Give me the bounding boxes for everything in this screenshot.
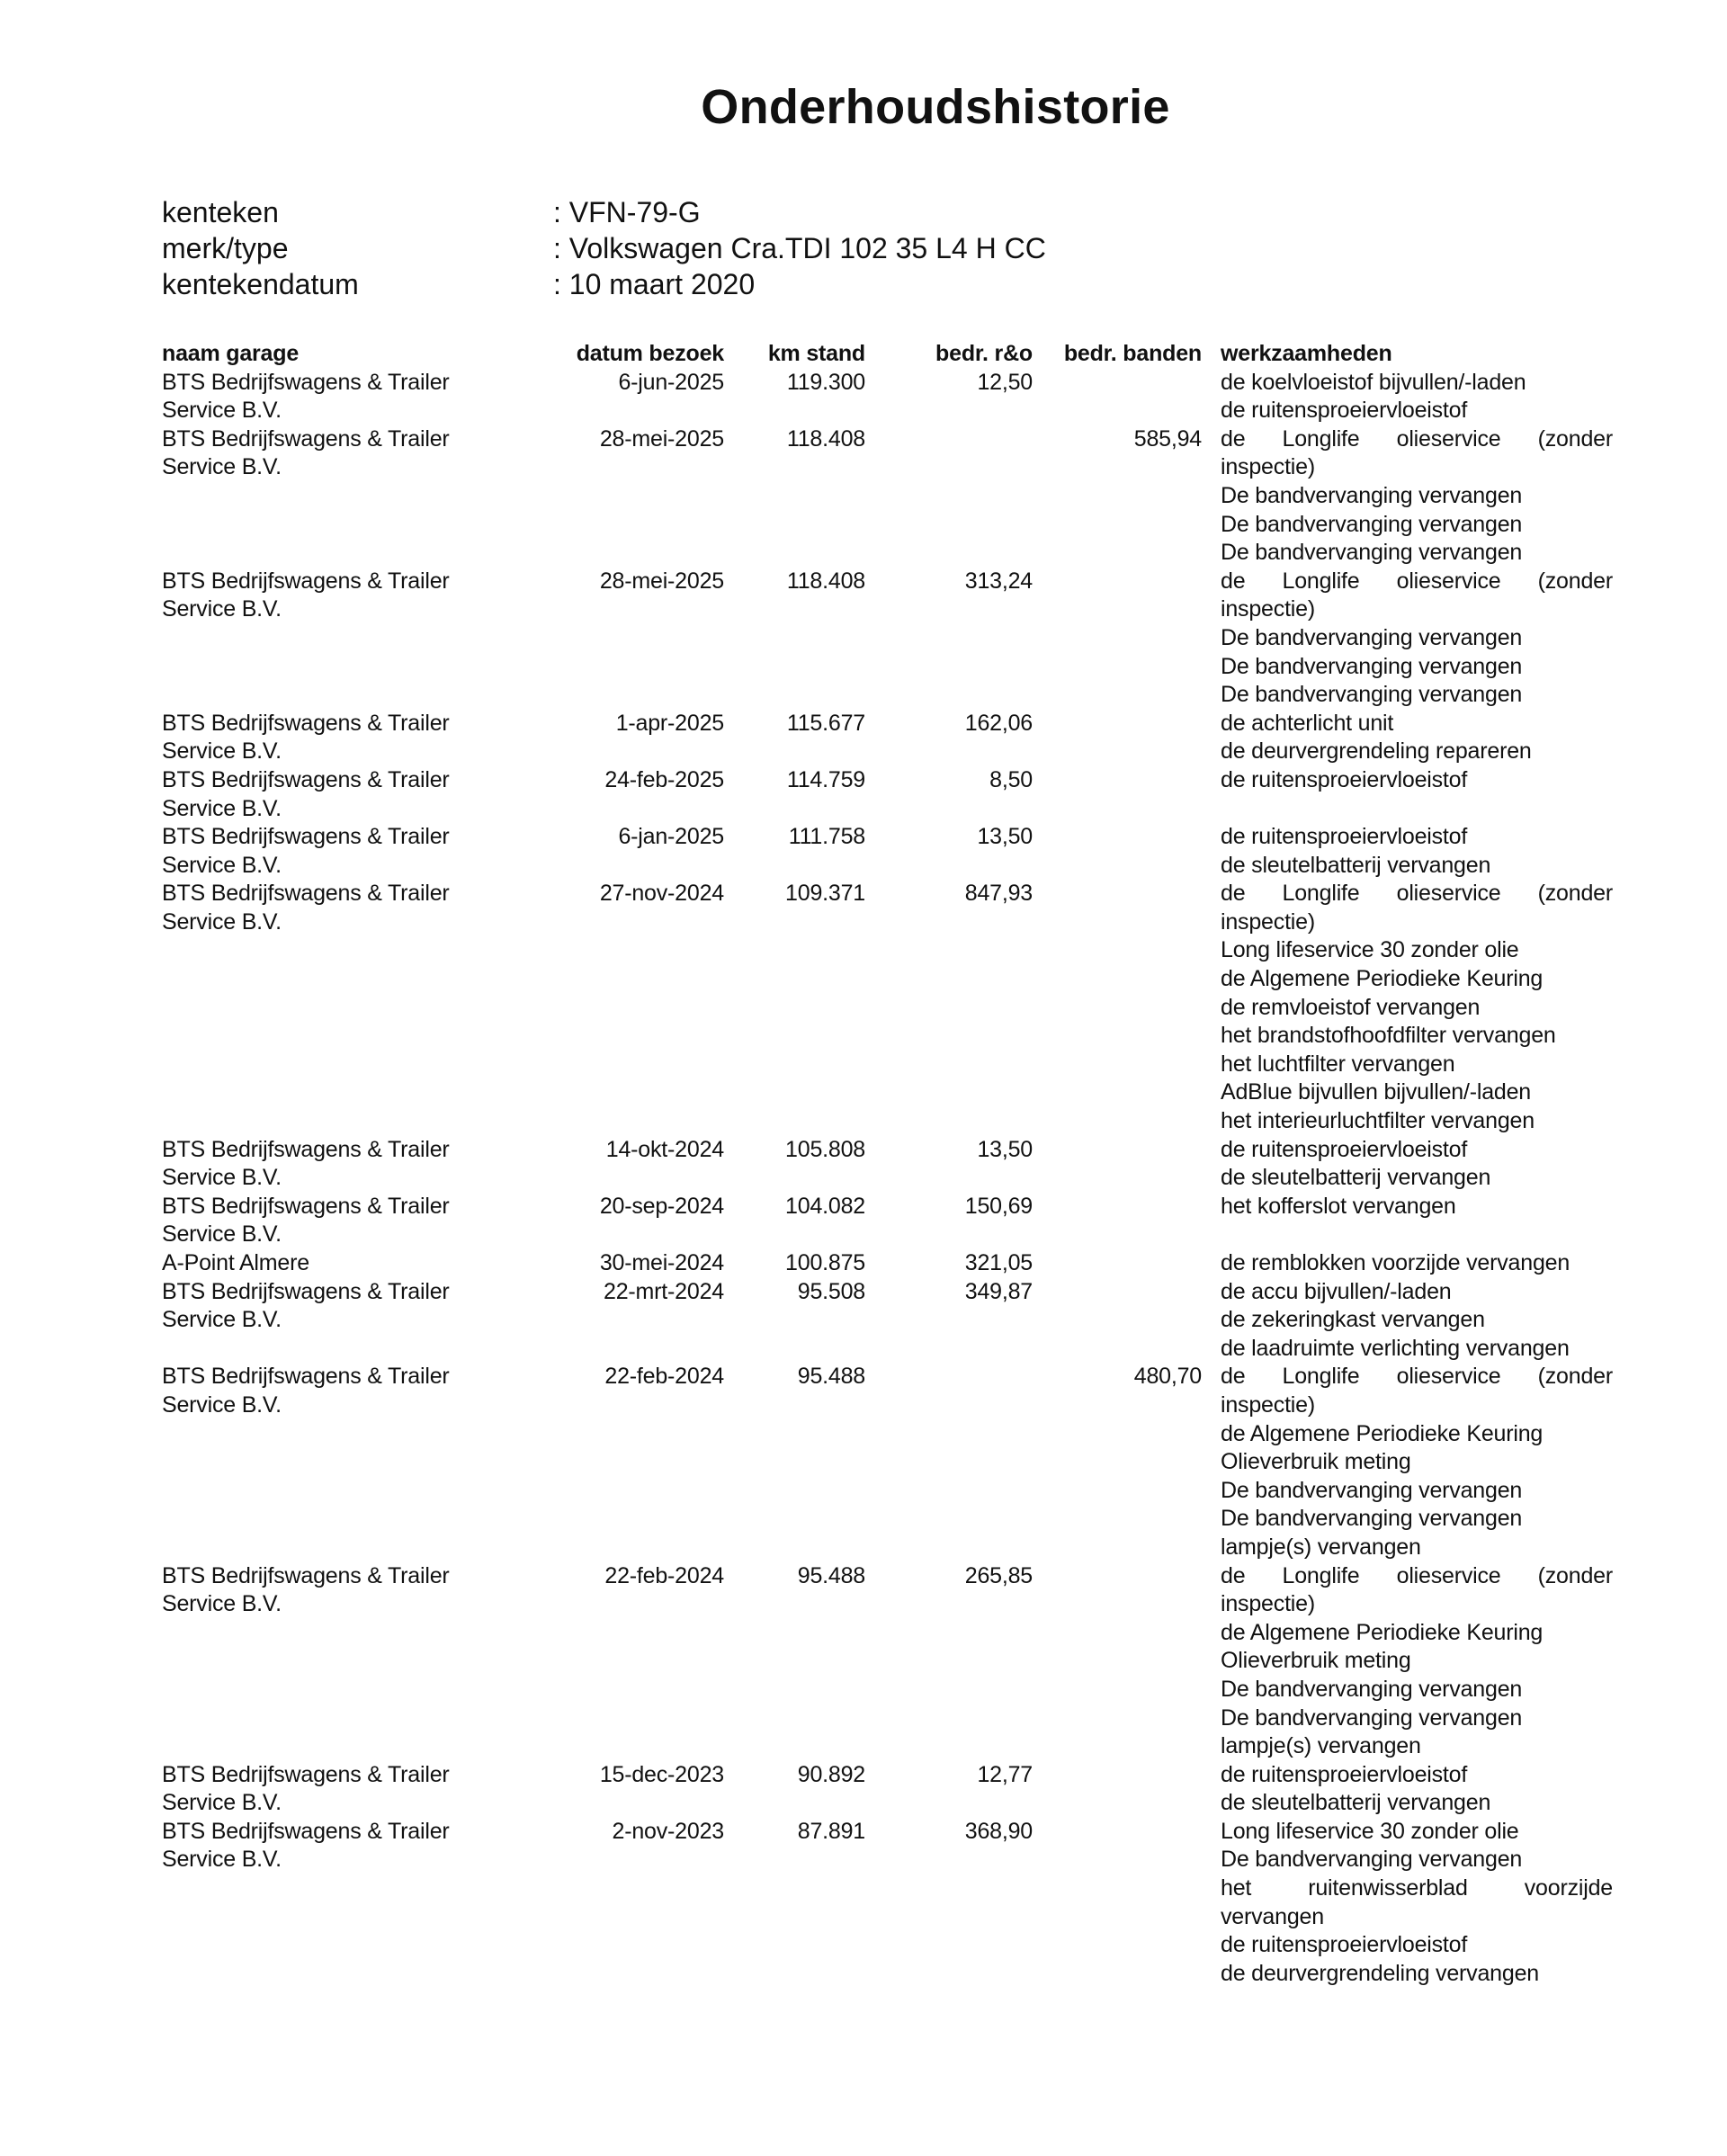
cell-work xyxy=(1202,1193,1613,1221)
table-row xyxy=(162,880,1619,1135)
cell-km: 111.758 xyxy=(788,824,865,850)
cell-garage: BTS Bedrijfswagens & Trailer Service B.V. xyxy=(162,824,450,878)
work-item: De bandvervanging vervangen xyxy=(1221,624,1523,650)
cell-work xyxy=(1202,1136,1613,1193)
maintenance-table xyxy=(162,340,1619,1988)
work-item: De bandvervanging vervangen xyxy=(1221,482,1523,508)
cell-work xyxy=(1202,1761,1613,1818)
cell-date: 6-jan-2025 xyxy=(618,824,724,850)
work-item: De bandvervanging vervangen xyxy=(1221,511,1523,537)
header-banden: bedr. banden xyxy=(1063,341,1202,366)
work-item: de ruitensproeiervloeistof xyxy=(1221,824,1468,850)
cell-ro-amount: 12,50 xyxy=(977,369,1033,395)
header-km: km stand xyxy=(767,341,865,366)
cell-garage: BTS Bedrijfswagens & Trailer Service B.V. xyxy=(162,1562,450,1617)
work-item: De bandvervanging vervangen xyxy=(1221,1477,1523,1503)
work-item: Long lifeservice 30 zonder olie xyxy=(1221,937,1519,963)
work-item: Long lifeservice 30 zonder olie xyxy=(1221,1818,1519,1844)
cell-date: 22-feb-2024 xyxy=(604,1562,724,1588)
field-value: : VFN-79-G xyxy=(553,196,701,228)
cell-garage: BTS Bedrijfswagens & Trailer Service B.V. xyxy=(162,881,450,935)
page-title: Onderhoudshistorie xyxy=(701,80,1170,134)
cell-garage: BTS Bedrijfswagens & Trailer Service B.V. xyxy=(162,766,450,821)
table-row xyxy=(162,568,1619,710)
work-item: de Longlife olieservice (zonder inspectie) xyxy=(1221,881,1613,935)
work-item: de ruitensproeiervloeistof xyxy=(1221,398,1468,424)
work-item: de Algemene Periodieke Keuring xyxy=(1221,1619,1544,1645)
work-item: de Algemene Periodieke Keuring xyxy=(1221,966,1544,992)
work-item: lampje(s) vervangen xyxy=(1221,1534,1421,1560)
work-item: De bandvervanging vervangen xyxy=(1221,653,1523,679)
cell-km: 109.371 xyxy=(785,881,865,907)
cell-ro-amount: 150,69 xyxy=(964,1193,1033,1219)
work-item: De bandvervanging vervangen xyxy=(1221,1847,1523,1873)
work-item: de Longlife olieservice (zonder inspectie) xyxy=(1221,568,1613,622)
work-item: de laadruimte verlichting vervangen xyxy=(1221,1335,1570,1361)
work-item: de ruitensproeiervloeistof xyxy=(1221,1136,1468,1162)
work-item: lampje(s) vervangen xyxy=(1221,1733,1421,1759)
table-row xyxy=(162,1363,1619,1561)
work-item: de Algemene Periodieke Keuring xyxy=(1221,1420,1544,1446)
cell-date: 6-jun-2025 xyxy=(618,369,724,395)
table-row xyxy=(162,1761,1619,1818)
cell-work xyxy=(1202,710,1613,766)
cell-tyre-amount: 585,94 xyxy=(1133,425,1202,452)
cell-work xyxy=(1202,766,1613,795)
header-work: werkzaamheden xyxy=(1221,341,1392,366)
work-item: de remblokken voorzijde vervangen xyxy=(1221,1250,1570,1275)
work-item: de sleutelbatterij vervangen xyxy=(1221,852,1491,878)
cell-garage: BTS Bedrijfswagens & Trailer Service B.V. xyxy=(162,1818,450,1873)
cell-date: 30-mei-2024 xyxy=(599,1250,724,1275)
work-item: de deurvergrendeling vervangen xyxy=(1221,1960,1539,1986)
cell-date: 28-mei-2025 xyxy=(599,425,724,452)
work-item: het interieurluchtfilter vervangen xyxy=(1221,1108,1535,1134)
vehicle-field-kentekendatum xyxy=(162,266,1046,302)
cell-garage: BTS Bedrijfswagens & Trailer Service B.V. xyxy=(162,1193,450,1248)
header-garage: naam garage xyxy=(162,341,300,366)
work-item: De bandvervanging vervangen xyxy=(1221,1676,1523,1702)
cell-date: 20-sep-2024 xyxy=(599,1193,724,1219)
work-item: het ruitenwisserblad voorzijde vervangen xyxy=(1221,1875,1613,1929)
cell-km: 105.808 xyxy=(785,1136,865,1162)
table-row xyxy=(162,1193,1619,1249)
cell-date: 27-nov-2024 xyxy=(599,881,724,907)
field-label: merk/type xyxy=(162,232,289,264)
cell-work xyxy=(1202,1249,1613,1278)
cell-work xyxy=(1202,425,1613,568)
work-item: de ruitensproeiervloeistof xyxy=(1221,1932,1468,1958)
cell-ro-amount: 368,90 xyxy=(964,1818,1033,1844)
cell-garage: BTS Bedrijfswagens & Trailer Service B.V. xyxy=(162,1278,450,1333)
work-item: het kofferslot vervangen xyxy=(1221,1193,1456,1219)
cell-garage: BTS Bedrijfswagens & Trailer Service B.V. xyxy=(162,1761,450,1816)
cell-garage: BTS Bedrijfswagens & Trailer Service B.V. xyxy=(162,710,450,765)
work-item: de zekeringkast vervangen xyxy=(1221,1307,1485,1333)
work-item: de sleutelbatterij vervangen xyxy=(1221,1165,1491,1191)
cell-date: 2-nov-2023 xyxy=(612,1818,724,1844)
cell-ro-amount: 13,50 xyxy=(977,1136,1033,1162)
cell-km: 87.891 xyxy=(797,1818,865,1844)
cell-ro-amount: 265,85 xyxy=(964,1562,1033,1588)
work-item: de koelvloeistof bijvullen/-laden xyxy=(1221,369,1526,395)
cell-date: 22-feb-2024 xyxy=(604,1364,724,1390)
work-item: de Longlife olieservice (zonder inspectie) xyxy=(1221,1364,1613,1418)
cell-km: 100.875 xyxy=(785,1250,865,1275)
cell-ro-amount: 12,77 xyxy=(977,1761,1033,1787)
field-value: : 10 maart 2020 xyxy=(553,268,756,300)
table-row xyxy=(162,823,1619,880)
work-item: De bandvervanging vervangen xyxy=(1221,1506,1523,1532)
cell-ro-amount: 13,50 xyxy=(977,824,1033,850)
cell-work xyxy=(1202,823,1613,880)
field-value: : Volkswagen Cra.TDI 102 35 L4 H CC xyxy=(553,232,1046,264)
cell-garage: BTS Bedrijfswagens & Trailer Service B.V. xyxy=(162,369,450,424)
work-item: Olieverbruik meting xyxy=(1221,1449,1411,1475)
cell-date: 14-okt-2024 xyxy=(605,1136,724,1162)
work-item: De bandvervanging vervangen xyxy=(1221,540,1523,566)
vehicle-field-merk-type xyxy=(162,230,1046,266)
work-item: de achterlicht unit xyxy=(1221,710,1394,736)
cell-work xyxy=(1202,568,1613,710)
cell-garage: BTS Bedrijfswagens & Trailer Service B.V. xyxy=(162,568,450,622)
cell-garage: BTS Bedrijfswagens & Trailer Service B.V. xyxy=(162,425,450,480)
work-item: De bandvervanging vervangen xyxy=(1221,682,1523,708)
cell-garage: A-Point Almere xyxy=(162,1250,309,1275)
cell-date: 22-mrt-2024 xyxy=(604,1278,724,1304)
work-item: het luchtfilter vervangen xyxy=(1221,1051,1455,1077)
table-header xyxy=(162,340,1619,369)
table-body xyxy=(162,369,1619,1989)
cell-km: 115.677 xyxy=(786,710,865,736)
cell-km: 95.488 xyxy=(797,1562,865,1588)
work-item: het brandstofhoofdfilter vervangen xyxy=(1221,1023,1556,1049)
cell-work xyxy=(1202,1363,1613,1561)
cell-km: 119.300 xyxy=(786,369,865,395)
cell-km: 118.408 xyxy=(786,425,865,452)
table-row xyxy=(162,369,1619,425)
cell-km: 114.759 xyxy=(786,766,865,792)
work-item: AdBlue bijvullen bijvullen/-laden xyxy=(1221,1079,1532,1105)
header-date: datum bezoek xyxy=(576,341,724,366)
cell-km: 118.408 xyxy=(786,568,865,594)
work-item: Olieverbruik meting xyxy=(1221,1648,1411,1674)
cell-date: 1-apr-2025 xyxy=(615,710,724,736)
table-row xyxy=(162,766,1619,823)
cell-km: 95.508 xyxy=(797,1278,865,1304)
cell-work xyxy=(1202,1278,1613,1364)
cell-ro-amount: 313,24 xyxy=(964,568,1033,594)
cell-ro-amount: 162,06 xyxy=(964,710,1033,736)
table-row xyxy=(162,1249,1619,1278)
work-item: de ruitensproeiervloeistof xyxy=(1221,766,1468,792)
work-item: de remvloeistof vervangen xyxy=(1221,994,1481,1020)
work-item: de Longlife olieservice (zonder inspectie) xyxy=(1221,425,1613,480)
cell-ro-amount: 349,87 xyxy=(964,1278,1033,1304)
work-item: de deurvergrendeling repareren xyxy=(1221,738,1532,765)
header-ro: bedr. r&o xyxy=(935,341,1033,366)
cell-date: 28-mei-2025 xyxy=(599,568,724,594)
table-row xyxy=(162,1562,1619,1761)
cell-km: 90.892 xyxy=(797,1761,865,1787)
cell-work xyxy=(1202,369,1613,425)
table-row xyxy=(162,1136,1619,1193)
table-row xyxy=(162,425,1619,568)
field-label: kentekendatum xyxy=(162,268,359,300)
cell-work xyxy=(1202,1818,1613,1989)
cell-date: 24-feb-2025 xyxy=(604,766,724,792)
cell-garage: BTS Bedrijfswagens & Trailer Service B.V. xyxy=(162,1136,450,1191)
work-item: De bandvervanging vervangen xyxy=(1221,1704,1523,1731)
work-item: de sleutelbatterij vervangen xyxy=(1221,1790,1491,1816)
table-row xyxy=(162,1278,1619,1364)
table-row xyxy=(162,1818,1619,1989)
work-item: de ruitensproeiervloeistof xyxy=(1221,1761,1468,1787)
cell-date: 15-dec-2023 xyxy=(599,1761,724,1787)
work-item: de accu bijvullen/-laden xyxy=(1221,1278,1452,1304)
cell-work xyxy=(1202,1562,1613,1761)
cell-ro-amount: 8,50 xyxy=(989,766,1033,792)
work-item: de Longlife olieservice (zonder inspectie) xyxy=(1221,1562,1613,1617)
cell-km: 104.082 xyxy=(785,1193,865,1219)
cell-garage: BTS Bedrijfswagens & Trailer Service B.V. xyxy=(162,1364,450,1418)
vehicle-field-kenteken xyxy=(162,194,1046,230)
vehicle-info xyxy=(162,194,1046,302)
field-label: kenteken xyxy=(162,196,279,228)
cell-work xyxy=(1202,880,1613,1135)
cell-ro-amount: 321,05 xyxy=(964,1250,1033,1275)
cell-ro-amount: 847,93 xyxy=(964,881,1033,907)
cell-tyre-amount: 480,70 xyxy=(1133,1364,1202,1390)
table-row xyxy=(162,710,1619,766)
cell-km: 95.488 xyxy=(797,1364,865,1390)
